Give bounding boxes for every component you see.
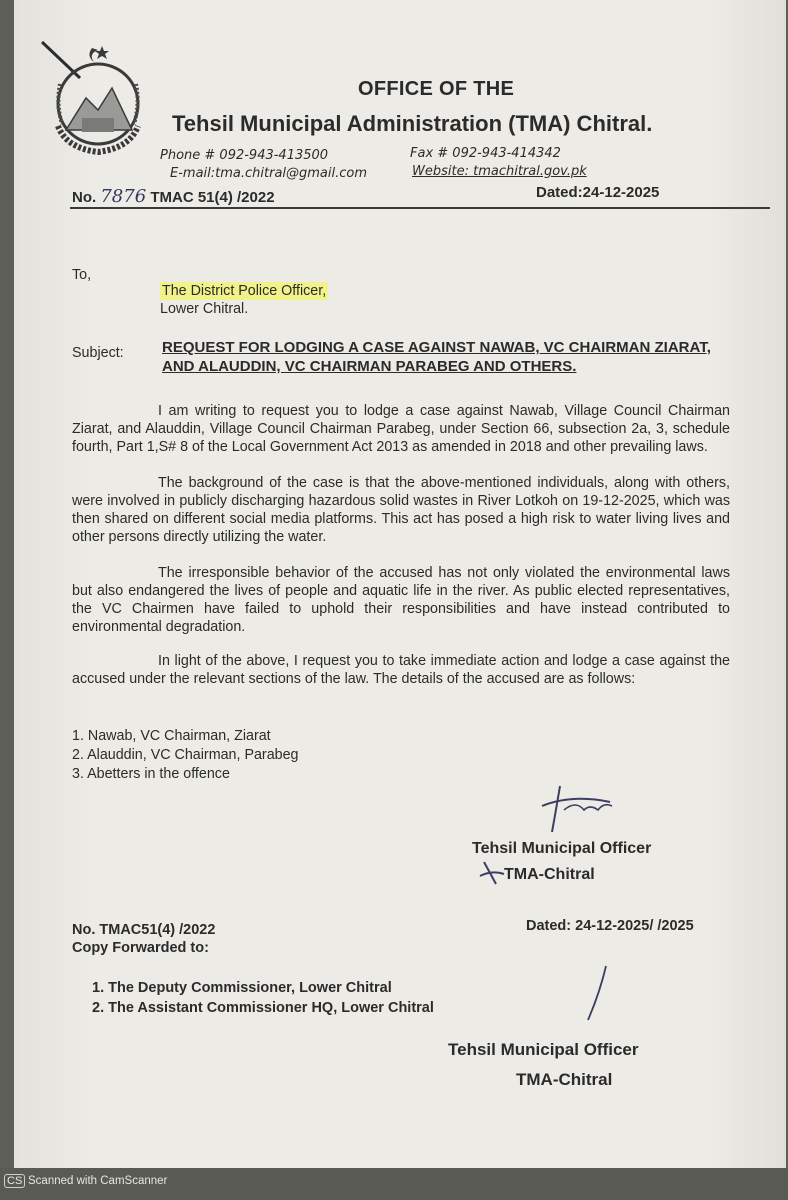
copy-recipient: 1. The Deputy Commissioner, Lower Chitral: [92, 980, 392, 996]
accused-item: 1. Nawab, VC Chairman, Ziarat: [72, 728, 271, 744]
paragraph-request: I am writing to request you to lodge a case against Nawab, Village Council Chairman Ziarat, and Alauddin, Village Council Chairman Parabeg, under Section 66, subsection 2a, 3, schedule fourth, Part 1,S# 8 of the Local Government Act 2013 as amended in 2018 and other prevailing laws.: [72, 403, 730, 455]
camscanner-watermark: Scanned with CamScanner: [28, 1175, 168, 1187]
letter-page: [14, 0, 786, 1168]
recipient-title: The District Police Officer,: [162, 283, 327, 299]
subject-label: Subject:: [72, 345, 124, 361]
organization-name: Tehsil Municipal Administration (TMA) Chitral.: [172, 111, 653, 136]
copy-recipient: 2. The Assistant Commissioner HQ, Lower Chitral: [92, 1000, 434, 1016]
phone-number: Phone # 092-943-413500: [160, 148, 329, 163]
signatory-organization-copy: TMA-Chitral: [516, 1070, 613, 1089]
signatory-title: Tehsil Municipal Officer: [472, 840, 652, 857]
recipient-location: Lower Chitral.: [160, 301, 249, 317]
paragraph-background: The background of the case is that the above-mentioned individuals, along with others, were involved in publicly discharging hazardous solid wastes in River Lotkoh on 19-12-2025, which was then shared on different social media platforms. This act has posed a high risk to water living lives and other persons directly utilizing the water.: [72, 475, 730, 545]
signatory-organization: TMA-Chitral: [504, 866, 595, 883]
website-link: Website: tmachitral.gov.pk: [412, 164, 587, 179]
handwritten-number: 7876: [100, 186, 147, 207]
signature-stroke: [582, 962, 612, 1024]
office-heading: OFFICE OF THE: [358, 78, 515, 100]
camscanner-logo-icon: CS: [4, 1174, 25, 1188]
tma-logo-emblem: [36, 38, 160, 168]
accused-item: 2. Alauddin, VC Chairman, Parabeg: [72, 747, 299, 763]
to-label: To,: [72, 267, 92, 283]
reference-number: [72, 186, 275, 207]
paragraph-behavior: The irresponsible behavior of the accused has not only violated the environmental laws but also endangered the lives of people and aquatic life in the river. As public elected representatives, the VC Chairmen have failed to uphold their responsibilities and have instead contributed to environmental degradation.: [72, 565, 730, 635]
copy-forwarded-label: Copy Forwarded to:: [72, 940, 209, 956]
signature-scribble: [532, 780, 622, 840]
copy-date: Dated: 24-12-2025/ /2025: [526, 918, 694, 934]
header-divider: [70, 207, 770, 209]
no-label: No.: [72, 189, 97, 206]
email-address: E-mail:tma.chitral@gmail.com: [170, 166, 368, 181]
reference-code: TMAC 51(4) /2022: [150, 189, 275, 206]
accused-item: 3. Abetters in the offence: [72, 766, 230, 782]
subject-text: REQUEST FOR LODGING A CASE AGAINST NAWAB, VC CHAIRMAN ZIARAT, AND ALAUDDIN, VC CHAIRMAN PARABEG AND OTHERS.: [162, 339, 711, 375]
paragraph-action: In light of the above, I request you to take immediate action and lodge a case against the accused under the relevant sections of the law. The details of the accused are as follows:: [72, 653, 730, 687]
copy-reference: No. TMAC51(4) /2022: [72, 922, 216, 938]
letter-date: Dated:24-12-2025: [536, 184, 660, 201]
signatory-title-copy: Tehsil Municipal Officer: [448, 1040, 639, 1059]
fax-number: Fax # 092-943-414342: [410, 146, 561, 161]
